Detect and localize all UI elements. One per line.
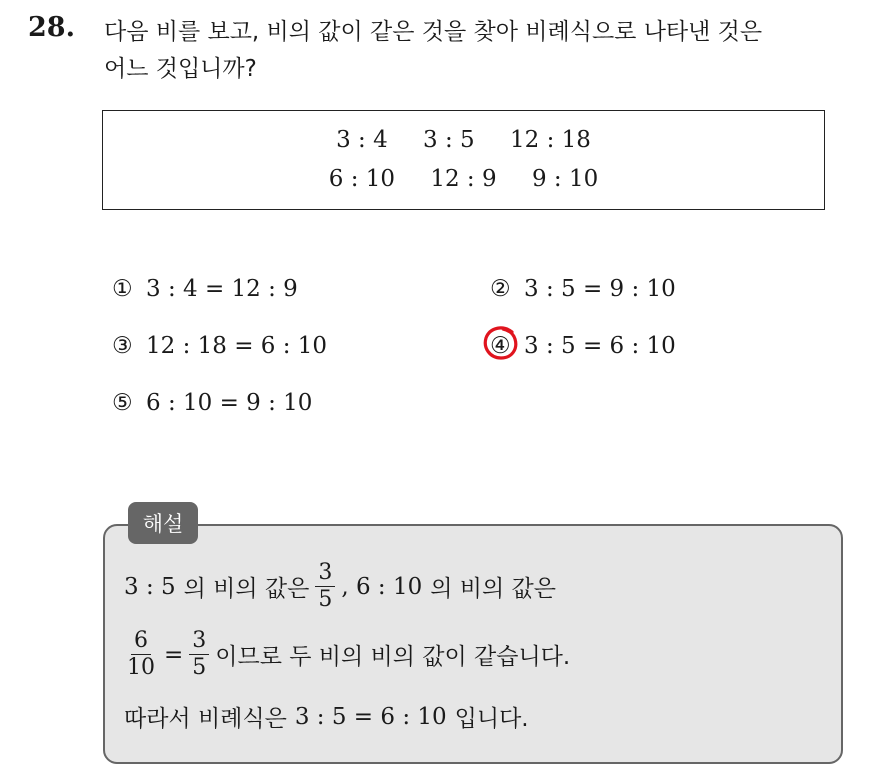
answer-circle-icon — [482, 324, 520, 362]
ratio-box — [102, 110, 825, 210]
exp2-text: 이므로 두 비의 비의 값이 같습니다. — [215, 644, 571, 670]
ratio-item: 12 : 18 — [510, 127, 591, 153]
question-number: 28. — [28, 12, 75, 43]
exp3-text-b: 입니다. — [454, 706, 529, 732]
choice-3-text: 12 : 18 = 6 : 10 — [146, 333, 328, 359]
exp2-fraction-2 — [189, 628, 209, 681]
choice-4-text: 3 : 5 = 6 : 10 — [524, 333, 676, 359]
exp1-fraction — [315, 560, 335, 613]
fraction-denominator: 5 — [318, 587, 333, 612]
exp1-text-b: 의 비의 값은 — [430, 576, 556, 602]
explanation-line-1 — [124, 560, 556, 613]
choice-1[interactable] — [112, 276, 298, 302]
ratio-item: 3 : 5 — [423, 127, 475, 153]
choice-4-mark: ④ — [490, 333, 511, 359]
choice-1-mark: ① — [112, 276, 133, 302]
fraction-numerator: 3 — [315, 560, 335, 587]
exp1-text-a: 의 비의 값은 — [183, 576, 310, 602]
exp2-equals: = — [164, 641, 184, 668]
fraction-denominator: 10 — [127, 655, 155, 680]
exp3-text-a: 따라서 비례식은 — [124, 706, 287, 732]
question-line-2: 어느 것입니까? — [104, 56, 257, 82]
exp1-ratio: 3 : 5 — [124, 573, 176, 600]
explanation-line-3 — [124, 700, 529, 733]
explanation-tab: 해설 — [128, 502, 198, 544]
choice-5-text: 6 : 10 = 9 : 10 — [146, 390, 313, 416]
choice-2-text: 3 : 5 = 9 : 10 — [524, 276, 676, 302]
question-text — [104, 14, 874, 88]
choice-2[interactable] — [490, 276, 676, 302]
fraction-numerator: 6 — [131, 628, 151, 655]
ratio-row-1 — [103, 127, 824, 153]
choice-3[interactable] — [112, 333, 327, 359]
exp1-ratio-2: , 6 : 10 — [341, 573, 423, 600]
choice-3-mark: ③ — [112, 333, 133, 359]
ratio-item: 3 : 4 — [336, 127, 388, 153]
fraction-numerator: 3 — [189, 628, 209, 655]
ratio-item: 9 : 10 — [531, 166, 599, 192]
ratio-item: 6 : 10 — [328, 166, 396, 192]
choice-2-mark: ② — [490, 276, 511, 302]
choice-5-mark: ⑤ — [112, 390, 133, 416]
choice-1-text: 3 : 4 = 12 : 9 — [146, 276, 298, 302]
choice-5[interactable] — [112, 390, 312, 416]
fraction-denominator: 5 — [192, 655, 207, 680]
ratio-row-2 — [103, 166, 824, 192]
ratio-item: 12 : 9 — [430, 166, 497, 192]
question-line-1: 다음 비를 보고, 비의 값이 같은 것을 찾아 비례식으로 나타낸 것은 — [104, 19, 763, 45]
exp2-fraction-1 — [124, 628, 158, 681]
explanation-line-2 — [124, 628, 570, 681]
exp3-proportion: 3 : 5 = 6 : 10 — [294, 703, 447, 730]
